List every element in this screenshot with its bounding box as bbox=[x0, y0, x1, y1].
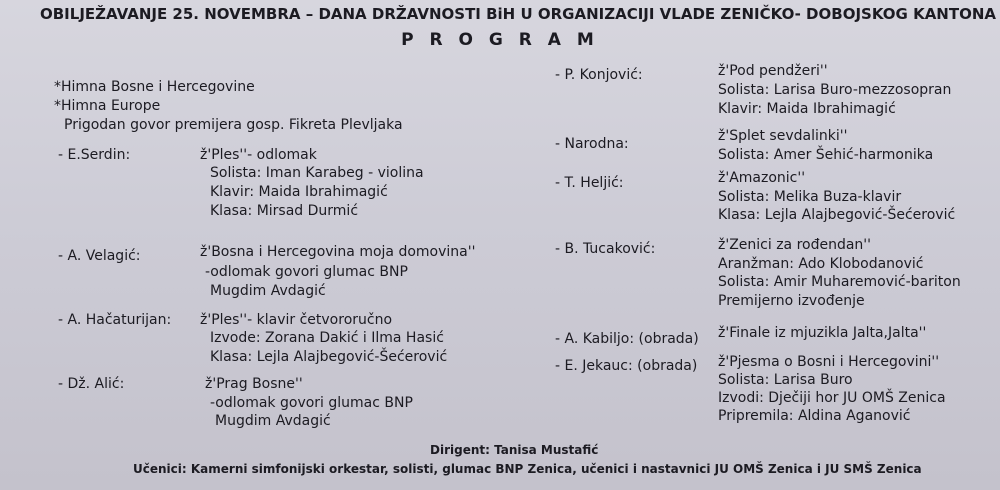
program-line: Izvodi: Dječiji hor JU OMŠ Zenica bbox=[718, 390, 946, 406]
program-line: Solista: Amir Muharemović-bariton bbox=[718, 274, 961, 290]
program-line: Aranžman: Ado Klobodanović bbox=[718, 256, 924, 272]
participants-line: Učenici: Kamerni simfonijski orkestar, solisti, glumac BNP Zenica, učenici i nastavnici JU OMŠ Zenica i JU SMŠ Zenica bbox=[133, 462, 922, 476]
program-line: Klavir: Maida Ibrahimagić bbox=[718, 101, 896, 117]
program-line: ž'Pod pendžeri'' bbox=[718, 63, 828, 79]
program-line: -odlomak govori glumac BNP bbox=[205, 264, 408, 280]
program-line: Pripremila: Aldina Aganović bbox=[718, 408, 911, 424]
program-line: Klasa: Mirsad Durmić bbox=[210, 203, 359, 219]
intro-line: *Himna Bosne i Hercegovine bbox=[54, 79, 255, 95]
program-line: ž'Amazonic'' bbox=[718, 170, 806, 186]
program-line: Solista: Melika Buza-klavir bbox=[718, 189, 902, 205]
program-line: ž'Bosna i Hercegovina moja domovina'' bbox=[200, 244, 476, 260]
composer-label: - A. Velagić: bbox=[58, 248, 141, 264]
document-subtitle: P R O G R A M bbox=[401, 30, 599, 50]
program-line: Mugdim Avdagić bbox=[210, 283, 326, 299]
program-line: Solista: Iman Karabeg - violina bbox=[210, 165, 424, 181]
program-line: Solista: Larisa Buro-mezzosopran bbox=[718, 82, 952, 98]
program-line: -odlomak govori glumac BNP bbox=[210, 395, 413, 411]
program-line: Mugdim Avdagić bbox=[215, 413, 331, 429]
intro-line: Prigodan govor premijera gosp. Fikreta Plevljaka bbox=[64, 117, 403, 133]
program-line: ž'Pjesma o Bosni i Hercegovini'' bbox=[718, 354, 940, 370]
composer-label: - E. Jekauc: (obrada) bbox=[555, 358, 698, 374]
program-line: Klasa: Lejla Alajbegović-Šećerović bbox=[210, 349, 448, 365]
program-line: Solista: Larisa Buro bbox=[718, 372, 853, 388]
program-line: ž'Ples''- odlomak bbox=[200, 147, 317, 163]
composer-label: - Dž. Alić: bbox=[58, 376, 125, 392]
program-line: ž'Ples''- klavir četvororučno bbox=[200, 312, 393, 328]
program-line: ž'Prag Bosne'' bbox=[205, 376, 303, 392]
program-line: Klavir: Maida Ibrahimagić bbox=[210, 184, 388, 200]
intro-line: *Himna Europe bbox=[54, 98, 161, 114]
composer-label: - A. Hačaturijan: bbox=[58, 312, 172, 328]
program-line: Solista: Amer Šehić-harmonika bbox=[718, 147, 934, 163]
conductor-line: Dirigent: Tanisa Mustafić bbox=[430, 443, 599, 457]
composer-label: - Narodna: bbox=[555, 136, 629, 152]
program-line: ž'Zenici za rođendan'' bbox=[718, 237, 872, 253]
program-line: ž'Finale iz mjuzikla Jalta,Jalta'' bbox=[718, 325, 927, 341]
composer-label: - T. Heljić: bbox=[555, 175, 624, 191]
program-line: Izvode: Zorana Dakić i Ilma Hasić bbox=[210, 330, 444, 346]
composer-label: - A. Kabiljo: (obrada) bbox=[555, 331, 699, 347]
composer-label: - P. Konjović: bbox=[555, 67, 643, 83]
program-line: Klasa: Lejla Alajbegović-Šećerović bbox=[718, 207, 956, 223]
composer-label: - E.Serdin: bbox=[58, 147, 131, 163]
composer-label: - B. Tucaković: bbox=[555, 241, 656, 257]
document-title: OBILJEŽAVANJE 25. NOVEMBRA – DANA DRŽAVNOSTI BiH U ORGANIZACIJI VLADE ZENIČKO- DOBOJSKOG KANTONA bbox=[40, 5, 997, 23]
program-line: Premijerno izvođenje bbox=[718, 293, 865, 309]
program-line: ž'Splet sevdalinki'' bbox=[718, 128, 848, 144]
